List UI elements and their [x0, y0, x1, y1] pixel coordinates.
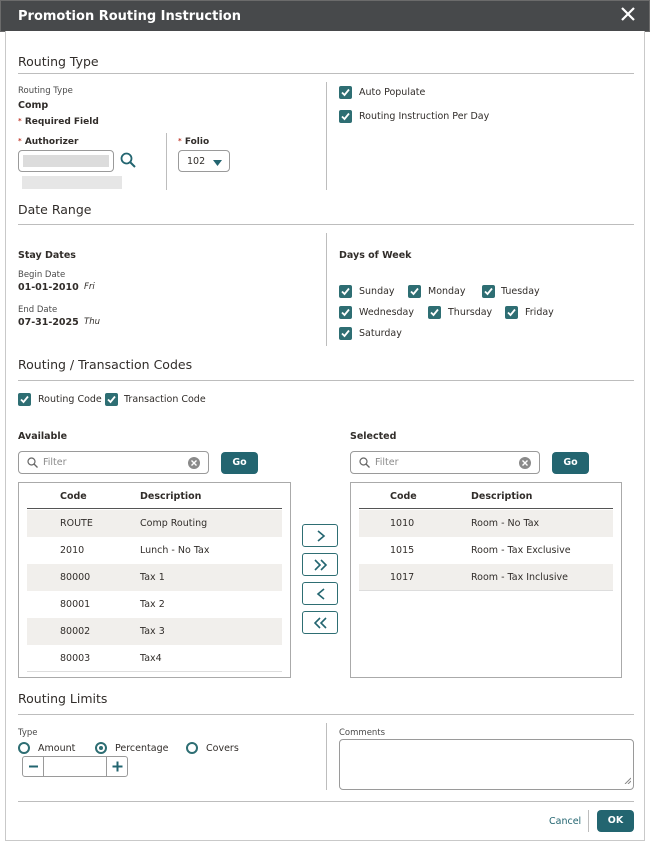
divider — [18, 714, 634, 715]
selected-filter-input[interactable] — [350, 451, 540, 474]
filter-placeholder: Filter — [375, 457, 399, 468]
folio-label: * Folio — [178, 137, 210, 147]
divider — [18, 73, 634, 74]
table-row[interactable]: 1015 Room - Tax Exclusive — [390, 545, 571, 556]
table-row[interactable]: 1017 Room - Tax Inclusive — [359, 564, 613, 591]
move-all-right-button[interactable] — [302, 553, 338, 576]
table-row[interactable]: 80002 Tax 3 — [27, 618, 282, 645]
divider — [326, 233, 327, 346]
move-all-left-button[interactable] — [302, 611, 338, 634]
tuesday-checkbox[interactable] — [482, 285, 495, 298]
auto-populate-checkbox[interactable] — [339, 86, 352, 99]
end-day: Thu — [84, 317, 100, 327]
table-row[interactable]: ROUTE Comp Routing — [27, 510, 282, 537]
increment-button[interactable] — [106, 757, 127, 776]
selected-table — [350, 482, 622, 678]
resize-handle-icon[interactable] — [624, 776, 631, 787]
wednesday-checkbox[interactable] — [339, 306, 352, 319]
table-row[interactable]: 1010 Room - No Tax — [359, 510, 613, 537]
friday-label: Friday — [525, 307, 554, 318]
clear-icon[interactable] — [188, 457, 200, 472]
table-header — [27, 483, 282, 509]
covers-radio[interactable] — [186, 742, 198, 754]
per-day-checkbox[interactable] — [339, 110, 352, 123]
available-filter-input[interactable] — [18, 451, 209, 474]
search-icon — [27, 457, 38, 471]
folio-select[interactable] — [178, 150, 230, 172]
filter-placeholder: Filter — [43, 457, 67, 468]
begin-date-value: 01-01-2010 — [18, 282, 79, 293]
percentage-radio[interactable] — [95, 742, 107, 754]
days-of-week-title: Days of Week — [339, 250, 412, 261]
routing-type-label: Routing Type — [18, 86, 73, 96]
covers-label: Covers — [206, 743, 239, 754]
available-table — [18, 482, 291, 678]
comments-label: Comments — [339, 728, 386, 738]
routing-code-label: Routing Code — [38, 394, 102, 405]
routing-code-checkbox[interactable] — [18, 393, 31, 406]
table-row[interactable]: 80000 Tax 1 — [27, 564, 282, 591]
friday-checkbox[interactable] — [505, 306, 518, 319]
thursday-checkbox[interactable] — [428, 306, 441, 319]
comments-textarea[interactable] — [339, 739, 634, 790]
divider — [18, 224, 634, 225]
monday-checkbox[interactable] — [408, 285, 421, 298]
divider — [18, 801, 634, 802]
quantity-stepper — [22, 756, 128, 777]
caret-down-icon — [213, 158, 222, 169]
end-date-label: End Date — [18, 305, 58, 315]
routing-type-value: Comp — [18, 100, 49, 111]
saturday-checkbox[interactable] — [339, 327, 352, 340]
begin-date-label: Begin Date — [18, 270, 66, 280]
authorizer-input[interactable] — [18, 150, 114, 172]
available-title: Available — [18, 431, 68, 442]
decrement-button[interactable] — [23, 757, 44, 776]
saturday-label: Saturday — [359, 328, 402, 339]
end-date-value: 07-31-2025 — [18, 317, 79, 328]
date-range-title: Date Range — [18, 202, 92, 217]
divider — [326, 723, 327, 790]
col-code-header: Code — [390, 491, 417, 502]
table-header — [359, 483, 613, 509]
divider — [588, 810, 589, 832]
divider — [326, 82, 327, 190]
transaction-code-label: Transaction Code — [124, 394, 206, 405]
divider — [18, 380, 634, 381]
selected-title: Selected — [350, 431, 397, 442]
amount-radio[interactable] — [18, 742, 30, 754]
auto-populate-label: Auto Populate — [359, 87, 426, 98]
percentage-label: Percentage — [115, 743, 169, 754]
ok-button[interactable]: OK — [597, 810, 634, 832]
codes-title: Routing / Transaction Codes — [18, 357, 193, 372]
move-right-button[interactable] — [302, 524, 338, 547]
sunday-checkbox[interactable] — [339, 285, 352, 298]
table-row[interactable]: 2010 Lunch - No Tax — [60, 545, 210, 556]
folio-value: 102 — [187, 156, 206, 167]
available-go-button[interactable]: Go — [221, 452, 258, 474]
table-row[interactable]: 80003 Tax4 — [27, 645, 282, 672]
per-day-label: Routing Instruction Per Day — [359, 111, 490, 122]
sunday-label: Sunday — [359, 286, 395, 297]
divider — [166, 133, 167, 190]
close-icon[interactable] — [620, 6, 638, 26]
amount-label: Amount — [38, 743, 76, 754]
thursday-label: Thursday — [448, 307, 493, 318]
col-code-header: Code — [60, 491, 87, 502]
stepper-input[interactable] — [44, 757, 106, 776]
transaction-code-checkbox[interactable] — [105, 393, 118, 406]
authorizer-detail — [22, 176, 122, 189]
col-desc-header: Description — [471, 491, 533, 502]
authorizer-label: * Authorizer — [18, 137, 79, 147]
routing-limits-title: Routing Limits — [18, 691, 108, 706]
tuesday-label: Tuesday — [501, 286, 540, 297]
search-icon[interactable] — [120, 152, 136, 171]
move-left-button[interactable] — [302, 582, 338, 605]
wednesday-label: Wednesday — [359, 307, 415, 318]
type-label: Type — [18, 728, 38, 738]
monday-label: Monday — [428, 286, 466, 297]
cancel-button[interactable]: Cancel — [549, 816, 582, 827]
required-field-note: * Required Field — [18, 117, 99, 127]
table-row[interactable]: 80001 Tax 2 — [60, 599, 165, 610]
col-desc-header: Description — [140, 491, 202, 502]
routing-type-title: Routing Type — [18, 54, 99, 69]
dialog-title: Promotion Routing Instruction — [18, 9, 241, 24]
dialog-titlebar — [0, 0, 650, 32]
clear-icon[interactable] — [519, 457, 531, 472]
search-icon — [359, 457, 370, 471]
begin-day: Fri — [84, 282, 95, 292]
selected-go-button[interactable]: Go — [552, 452, 589, 474]
stay-dates-title: Stay Dates — [18, 250, 76, 261]
